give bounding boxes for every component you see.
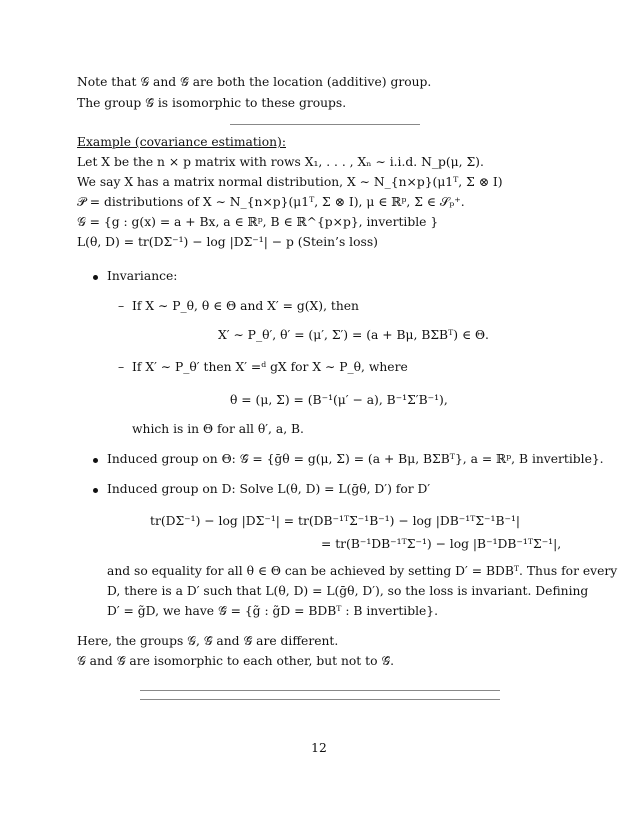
example-title: Example (covariance estimation): <box>77 135 286 149</box>
example-line-1: Let X be the n × p matrix with rows X₁, . . . , Xₙ ∼ i.i.d. N_p(μ, Σ). <box>77 155 484 169</box>
closing-line-1: Here, the groups 𝒢, 𝒢̄ and 𝒢̃ are different. <box>77 634 339 648</box>
intro-line-2: The group 𝒢̄ is isomorphic to these groups. <box>77 96 347 110</box>
bullet-induced-theta <box>93 458 98 463</box>
invariance-item-2-b: θ = (μ, Σ) = (B⁻¹(μ′ − a), B⁻¹Σ′B⁻¹), <box>230 393 448 407</box>
bullet-induced-d <box>93 488 98 493</box>
invariance-item-1-b: X′ ∼ P_θ′, θ′ = (μ′, Σ′) = (a + Bμ, BΣBᵀ) ∈ Θ. <box>218 328 489 342</box>
invariance-item-1-a: If X ∼ P_θ, θ ∈ Θ and X′ = g(X), then <box>132 299 359 313</box>
invariance-label: Invariance: <box>107 269 178 283</box>
induced-d-equation-2: = tr(B⁻¹DB⁻¹ᵀΣ⁻¹) − log |B⁻¹DB⁻¹ᵀΣ⁻¹|, <box>321 537 562 551</box>
dash-item-1: – <box>118 299 125 313</box>
example-line-2: We say X has a matrix normal distribution, X ∼ N_{n×p}(μ1ᵀ, Σ ⊗ I) <box>77 175 503 189</box>
example-line-5: L(θ, D) = tr(DΣ⁻¹) − log |DΣ⁻¹| − p (Stein’s loss) <box>77 235 378 249</box>
induced-d-equation-1: tr(DΣ⁻¹) − log |DΣ⁻¹| = tr(DB⁻¹ᵀΣ⁻¹B⁻¹) − log |DB⁻¹ᵀΣ⁻¹B⁻¹| <box>150 514 521 528</box>
induced-d-text-2: D, there is a D′ such that L(θ, D) = L(ḡθ, D′), so the loss is invariant. Defining <box>107 584 589 598</box>
invariance-item-2-c: which is in Θ for all θ′, a, B. <box>132 422 304 436</box>
example-line-3: 𝒫 = distributions of X ∼ N_{n×p}(μ1ᵀ, Σ ⊗ I), μ ∈ ℝᵖ, Σ ∈ 𝒮ₚ⁺. <box>77 195 465 209</box>
closing-rule-top <box>140 690 500 691</box>
example-line-4: 𝒢 = {g : g(x) = a + Bx, a ∈ ℝᵖ, B ∈ ℝ^{p×p}, invertible } <box>77 215 439 229</box>
section-divider <box>230 124 420 125</box>
invariance-item-2-a: If X′ ∼ P_θ′ then X′ =ᵈ gX for X ∼ P_θ, where <box>132 360 408 374</box>
closing-rule-bottom <box>140 699 500 700</box>
intro-line-1: Note that 𝒢 and 𝒢̃ are both the location (additive) group. <box>77 75 432 89</box>
page-number: 12 <box>311 741 327 755</box>
closing-line-2: 𝒢 and 𝒢̃ are isomorphic to each other, but not to 𝒢̄. <box>77 654 395 668</box>
induced-d-label: Induced group on D: Solve L(θ, D) = L(ḡθ, D′) for D′ <box>107 482 431 496</box>
induced-d-text-1: and so equality for all θ ∈ Θ can be achieved by setting D′ = BDBᵀ. Thus for every <box>107 564 618 578</box>
induced-d-text-3: D′ = g̃D, we have 𝒢̃ = {g̃ : g̃D = BDBᵀ : B invertible}. <box>107 604 439 618</box>
induced-theta-line: Induced group on Θ: 𝒢̄ = {ḡθ = g(μ, Σ) = (a + Bμ, BΣBᵀ}, a = ℝᵖ, B invertible}. <box>107 452 604 466</box>
dash-item-2: – <box>118 360 125 374</box>
bullet-invariance <box>93 275 98 280</box>
